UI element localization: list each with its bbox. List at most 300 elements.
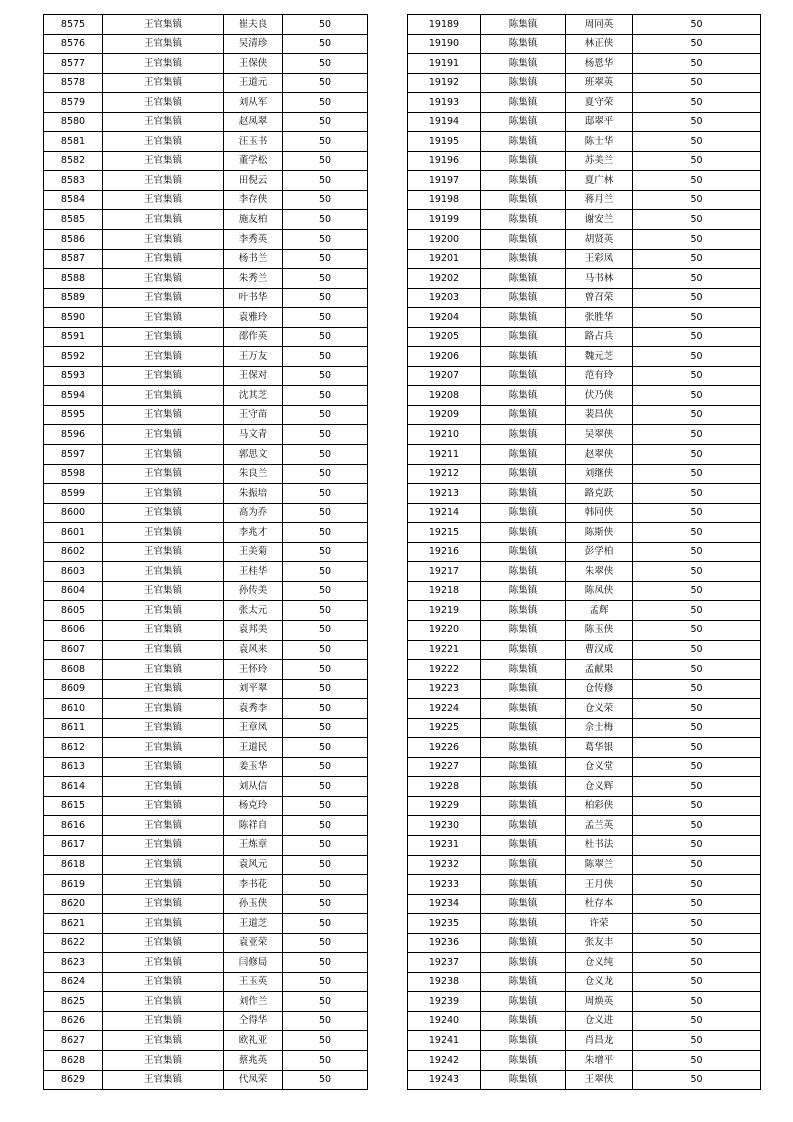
cell-amount: 50 xyxy=(283,210,368,230)
cell-amount: 50 xyxy=(283,542,368,562)
cell-number: 19190 xyxy=(408,34,481,54)
cell-number: 19236 xyxy=(408,933,481,953)
cell-town: 王官集镇 xyxy=(103,210,224,230)
cell-name: 孙传美 xyxy=(224,581,283,601)
left-table-row xyxy=(44,972,368,992)
cell-amount: 50 xyxy=(633,699,761,719)
left-table-row xyxy=(44,503,368,523)
cell-amount: 50 xyxy=(633,562,761,582)
left-table-row xyxy=(44,1031,368,1051)
cell-name: 陈凤侠 xyxy=(566,581,633,601)
cell-town: 陈集镇 xyxy=(481,796,566,816)
cell-amount: 50 xyxy=(633,445,761,465)
cell-name: 伏乃侠 xyxy=(566,386,633,406)
cell-amount: 50 xyxy=(283,73,368,93)
cell-name: 张胜华 xyxy=(566,308,633,328)
cell-amount: 50 xyxy=(633,660,761,680)
cell-number: 8593 xyxy=(44,366,103,386)
cell-amount: 50 xyxy=(633,34,761,54)
cell-name: 张友丰 xyxy=(566,933,633,953)
cell-number: 19204 xyxy=(408,308,481,328)
cell-amount: 50 xyxy=(633,1011,761,1031)
cell-name: 叶书华 xyxy=(224,288,283,308)
cell-town: 陈集镇 xyxy=(481,366,566,386)
cell-name: 田倪云 xyxy=(224,171,283,191)
cell-amount: 50 xyxy=(633,992,761,1012)
cell-number: 19223 xyxy=(408,679,481,699)
cell-number: 8578 xyxy=(44,73,103,93)
left-table-row xyxy=(44,640,368,660)
cell-town: 王官集镇 xyxy=(103,855,224,875)
right-table-row xyxy=(408,366,761,386)
cell-number: 19229 xyxy=(408,796,481,816)
cell-amount: 50 xyxy=(633,620,761,640)
cell-town: 王官集镇 xyxy=(103,151,224,171)
cell-amount: 50 xyxy=(633,366,761,386)
right-table-row xyxy=(408,132,761,152)
left-table-row xyxy=(44,15,368,35)
left-table-row xyxy=(44,992,368,1012)
cell-town: 陈集镇 xyxy=(481,230,566,250)
right-table-row xyxy=(408,679,761,699)
right-table-row xyxy=(408,933,761,953)
cell-amount: 50 xyxy=(283,190,368,210)
cell-name: 马书林 xyxy=(566,269,633,289)
cell-amount: 50 xyxy=(283,699,368,719)
right-table-row xyxy=(408,347,761,367)
cell-town: 陈集镇 xyxy=(481,640,566,660)
cell-number: 19213 xyxy=(408,484,481,504)
cell-town: 王官集镇 xyxy=(103,269,224,289)
left-table-row xyxy=(44,933,368,953)
cell-number: 19227 xyxy=(408,757,481,777)
left-table-row xyxy=(44,796,368,816)
cell-town: 王官集镇 xyxy=(103,757,224,777)
cell-number: 8613 xyxy=(44,757,103,777)
left-table-row xyxy=(44,34,368,54)
cell-town: 王官集镇 xyxy=(103,54,224,74)
cell-amount: 50 xyxy=(633,1050,761,1070)
cell-name: 代凤荣 xyxy=(224,1070,283,1090)
cell-town: 陈集镇 xyxy=(481,1050,566,1070)
cell-town: 陈集镇 xyxy=(481,269,566,289)
right-table-row xyxy=(408,1011,761,1031)
cell-town: 陈集镇 xyxy=(481,425,566,445)
cell-number: 19231 xyxy=(408,835,481,855)
right-table-row xyxy=(408,855,761,875)
cell-number: 19215 xyxy=(408,523,481,543)
cell-amount: 50 xyxy=(283,464,368,484)
right-table-row xyxy=(408,484,761,504)
cell-amount: 50 xyxy=(633,503,761,523)
cell-town: 陈集镇 xyxy=(481,562,566,582)
cell-name: 王月侠 xyxy=(566,875,633,895)
cell-number: 8576 xyxy=(44,34,103,54)
cell-town: 陈集镇 xyxy=(481,464,566,484)
cell-town: 王官集镇 xyxy=(103,894,224,914)
cell-name: 王道元 xyxy=(224,73,283,93)
cell-number: 8587 xyxy=(44,249,103,269)
cell-amount: 50 xyxy=(283,933,368,953)
cell-amount: 50 xyxy=(283,503,368,523)
cell-name: 仓义纯 xyxy=(566,953,633,973)
cell-town: 陈集镇 xyxy=(481,503,566,523)
cell-town: 陈集镇 xyxy=(481,34,566,54)
cell-town: 陈集镇 xyxy=(481,542,566,562)
cell-name: 杜书法 xyxy=(566,835,633,855)
cell-name: 蔡兆英 xyxy=(224,1050,283,1070)
cell-town: 陈集镇 xyxy=(481,484,566,504)
cell-town: 王官集镇 xyxy=(103,972,224,992)
cell-town: 王官集镇 xyxy=(103,249,224,269)
cell-amount: 50 xyxy=(633,93,761,113)
cell-town: 陈集镇 xyxy=(481,288,566,308)
cell-number: 8591 xyxy=(44,327,103,347)
right-table-row xyxy=(408,816,761,836)
cell-name: 蒋月兰 xyxy=(566,190,633,210)
cell-town: 陈集镇 xyxy=(481,1031,566,1051)
right-table-row xyxy=(408,542,761,562)
cell-amount: 50 xyxy=(633,73,761,93)
cell-town: 王官集镇 xyxy=(103,699,224,719)
cell-town: 陈集镇 xyxy=(481,581,566,601)
cell-town: 王官集镇 xyxy=(103,562,224,582)
cell-amount: 50 xyxy=(283,875,368,895)
cell-amount: 50 xyxy=(633,816,761,836)
cell-town: 王官集镇 xyxy=(103,679,224,699)
right-table-row xyxy=(408,1070,761,1090)
cell-amount: 50 xyxy=(633,230,761,250)
cell-name: 王守苗 xyxy=(224,405,283,425)
cell-town: 陈集镇 xyxy=(481,855,566,875)
cell-name: 柏彩侠 xyxy=(566,796,633,816)
cell-number: 8602 xyxy=(44,542,103,562)
cell-number: 19191 xyxy=(408,54,481,74)
cell-number: 8621 xyxy=(44,914,103,934)
cell-name: 王保对 xyxy=(224,366,283,386)
cell-town: 王官集镇 xyxy=(103,601,224,621)
left-table-row xyxy=(44,484,368,504)
cell-name: 王道芝 xyxy=(224,914,283,934)
cell-amount: 50 xyxy=(283,562,368,582)
cell-amount: 50 xyxy=(283,660,368,680)
left-table-row xyxy=(44,54,368,74)
cell-number: 19217 xyxy=(408,562,481,582)
right-table-row xyxy=(408,777,761,797)
cell-name: 杜存本 xyxy=(566,894,633,914)
cell-amount: 50 xyxy=(283,93,368,113)
left-table-body xyxy=(44,15,368,1090)
cell-amount: 50 xyxy=(633,405,761,425)
cell-number: 19238 xyxy=(408,972,481,992)
cell-amount: 50 xyxy=(633,171,761,191)
cell-town: 王官集镇 xyxy=(103,1070,224,1090)
cell-number: 19200 xyxy=(408,230,481,250)
cell-name: 赵凤翠 xyxy=(224,112,283,132)
right-table-row xyxy=(408,875,761,895)
cell-number: 19193 xyxy=(408,93,481,113)
cell-town: 王官集镇 xyxy=(103,1050,224,1070)
left-table-row xyxy=(44,171,368,191)
cell-number: 19192 xyxy=(408,73,481,93)
cell-name: 魏元芝 xyxy=(566,347,633,367)
cell-name: 林正侠 xyxy=(566,34,633,54)
left-table-row xyxy=(44,679,368,699)
right-table-row xyxy=(408,386,761,406)
cell-amount: 50 xyxy=(633,933,761,953)
cell-town: 陈集镇 xyxy=(481,190,566,210)
cell-name: 仓传修 xyxy=(566,679,633,699)
cell-town: 王官集镇 xyxy=(103,347,224,367)
cell-name: 袁风元 xyxy=(224,855,283,875)
cell-town: 陈集镇 xyxy=(481,835,566,855)
left-table-row xyxy=(44,73,368,93)
cell-amount: 50 xyxy=(283,425,368,445)
cell-name: 夏广林 xyxy=(566,171,633,191)
cell-number: 19202 xyxy=(408,269,481,289)
cell-number: 19237 xyxy=(408,953,481,973)
cell-name: 刘继侠 xyxy=(566,464,633,484)
cell-name: 裴昌侠 xyxy=(566,405,633,425)
left-table-row xyxy=(44,464,368,484)
cell-amount: 50 xyxy=(633,308,761,328)
cell-name: 董学松 xyxy=(224,151,283,171)
cell-number: 19235 xyxy=(408,914,481,934)
cell-town: 陈集镇 xyxy=(481,210,566,230)
cell-amount: 50 xyxy=(283,1031,368,1051)
left-table-row xyxy=(44,93,368,113)
cell-town: 王官集镇 xyxy=(103,816,224,836)
right-table-row xyxy=(408,718,761,738)
cell-number: 8617 xyxy=(44,835,103,855)
right-table-row xyxy=(408,73,761,93)
right-table-row xyxy=(408,992,761,1012)
cell-name: 朱增平 xyxy=(566,1050,633,1070)
cell-town: 王官集镇 xyxy=(103,933,224,953)
cell-name: 邵作英 xyxy=(224,327,283,347)
right-table-row xyxy=(408,464,761,484)
cell-name: 邸翠平 xyxy=(566,112,633,132)
cell-number: 8592 xyxy=(44,347,103,367)
cell-name: 袁亚荣 xyxy=(224,933,283,953)
cell-amount: 50 xyxy=(633,581,761,601)
left-table-row xyxy=(44,660,368,680)
cell-name: 闫修局 xyxy=(224,953,283,973)
cell-amount: 50 xyxy=(283,249,368,269)
cell-name: 刘作兰 xyxy=(224,992,283,1012)
cell-town: 王官集镇 xyxy=(103,796,224,816)
cell-amount: 50 xyxy=(283,1070,368,1090)
right-table-row xyxy=(408,112,761,132)
right-table-row xyxy=(408,503,761,523)
cell-number: 19242 xyxy=(408,1050,481,1070)
cell-amount: 50 xyxy=(633,601,761,621)
right-table-row xyxy=(408,1050,761,1070)
cell-number: 8610 xyxy=(44,699,103,719)
cell-amount: 50 xyxy=(283,1011,368,1031)
cell-amount: 50 xyxy=(633,972,761,992)
cell-town: 陈集镇 xyxy=(481,523,566,543)
cell-name: 王桂华 xyxy=(224,562,283,582)
cell-name: 李秀英 xyxy=(224,230,283,250)
cell-name: 夏守荣 xyxy=(566,93,633,113)
cell-name: 姜玉华 xyxy=(224,757,283,777)
cell-amount: 50 xyxy=(633,757,761,777)
left-table-row xyxy=(44,1011,368,1031)
right-table-row xyxy=(408,445,761,465)
cell-name: 李存侠 xyxy=(224,190,283,210)
cell-name: 赵翠侠 xyxy=(566,445,633,465)
cell-number: 19228 xyxy=(408,777,481,797)
cell-town: 陈集镇 xyxy=(481,601,566,621)
cell-amount: 50 xyxy=(633,327,761,347)
cell-name: 马文青 xyxy=(224,425,283,445)
cell-town: 陈集镇 xyxy=(481,347,566,367)
cell-town: 王官集镇 xyxy=(103,445,224,465)
cell-town: 王官集镇 xyxy=(103,953,224,973)
cell-number: 19214 xyxy=(408,503,481,523)
right-table-row xyxy=(408,269,761,289)
cell-number: 8612 xyxy=(44,738,103,758)
cell-number: 8605 xyxy=(44,601,103,621)
cell-amount: 50 xyxy=(633,796,761,816)
cell-name: 范有玲 xyxy=(566,366,633,386)
cell-amount: 50 xyxy=(283,445,368,465)
cell-number: 19209 xyxy=(408,405,481,425)
cell-number: 8598 xyxy=(44,464,103,484)
cell-name: 汪玉书 xyxy=(224,132,283,152)
cell-town: 陈集镇 xyxy=(481,327,566,347)
cell-number: 19205 xyxy=(408,327,481,347)
cell-amount: 50 xyxy=(283,601,368,621)
cell-number: 19189 xyxy=(408,15,481,35)
cell-town: 陈集镇 xyxy=(481,93,566,113)
cell-name: 周焕英 xyxy=(566,992,633,1012)
cell-name: 朱振培 xyxy=(224,484,283,504)
cell-name: 葛华银 xyxy=(566,738,633,758)
cell-amount: 50 xyxy=(633,190,761,210)
cell-name: 仓义辉 xyxy=(566,777,633,797)
cell-town: 王官集镇 xyxy=(103,738,224,758)
cell-amount: 50 xyxy=(283,523,368,543)
cell-name: 袁秀李 xyxy=(224,699,283,719)
left-table-row xyxy=(44,386,368,406)
cell-town: 陈集镇 xyxy=(481,894,566,914)
cell-amount: 50 xyxy=(283,816,368,836)
cell-number: 8588 xyxy=(44,269,103,289)
right-table-row xyxy=(408,171,761,191)
cell-amount: 50 xyxy=(633,347,761,367)
right-table-row xyxy=(408,972,761,992)
cell-number: 8619 xyxy=(44,875,103,895)
cell-amount: 50 xyxy=(283,757,368,777)
left-table-row xyxy=(44,366,368,386)
cell-number: 8618 xyxy=(44,855,103,875)
left-table-row xyxy=(44,405,368,425)
right-table-row xyxy=(408,405,761,425)
left-table-row xyxy=(44,190,368,210)
left-table-row xyxy=(44,1070,368,1090)
cell-amount: 50 xyxy=(283,308,368,328)
cell-name: 王万友 xyxy=(224,347,283,367)
left-table-row xyxy=(44,112,368,132)
cell-name: 仝得华 xyxy=(224,1011,283,1031)
cell-amount: 50 xyxy=(283,718,368,738)
cell-town: 王官集镇 xyxy=(103,640,224,660)
cell-town: 王官集镇 xyxy=(103,366,224,386)
cell-town: 王官集镇 xyxy=(103,464,224,484)
cell-number: 8627 xyxy=(44,1031,103,1051)
cell-town: 王官集镇 xyxy=(103,620,224,640)
left-table-row xyxy=(44,562,368,582)
cell-amount: 50 xyxy=(633,1031,761,1051)
cell-town: 王官集镇 xyxy=(103,1011,224,1031)
right-table-row xyxy=(408,738,761,758)
cell-number: 8581 xyxy=(44,132,103,152)
cell-name: 王翠侠 xyxy=(566,1070,633,1090)
cell-town: 王官集镇 xyxy=(103,542,224,562)
cell-number: 8589 xyxy=(44,288,103,308)
cell-amount: 50 xyxy=(283,366,368,386)
cell-amount: 50 xyxy=(633,738,761,758)
right-table-row xyxy=(408,914,761,934)
cell-name: 沈其芝 xyxy=(224,386,283,406)
cell-town: 王官集镇 xyxy=(103,327,224,347)
cell-town: 王官集镇 xyxy=(103,1031,224,1051)
cell-number: 8629 xyxy=(44,1070,103,1090)
cell-town: 王官集镇 xyxy=(103,425,224,445)
left-table xyxy=(43,14,368,1090)
cell-amount: 50 xyxy=(633,777,761,797)
cell-amount: 50 xyxy=(633,523,761,543)
cell-number: 19216 xyxy=(408,542,481,562)
cell-number: 8628 xyxy=(44,1050,103,1070)
left-table-row xyxy=(44,855,368,875)
cell-number: 8590 xyxy=(44,308,103,328)
left-table-row xyxy=(44,894,368,914)
left-table-row xyxy=(44,151,368,171)
cell-town: 陈集镇 xyxy=(481,718,566,738)
cell-name: 李兆才 xyxy=(224,523,283,543)
left-table-row xyxy=(44,132,368,152)
cell-town: 王官集镇 xyxy=(103,73,224,93)
right-table-row xyxy=(408,327,761,347)
cell-town: 陈集镇 xyxy=(481,620,566,640)
left-table-row xyxy=(44,347,368,367)
cell-amount: 50 xyxy=(633,15,761,35)
cell-amount: 50 xyxy=(283,405,368,425)
cell-name: 朱良兰 xyxy=(224,464,283,484)
cell-name: 陈玉侠 xyxy=(566,620,633,640)
left-table-row xyxy=(44,542,368,562)
cell-amount: 50 xyxy=(283,230,368,250)
cell-town: 陈集镇 xyxy=(481,386,566,406)
cell-town: 陈集镇 xyxy=(481,875,566,895)
cell-town: 王官集镇 xyxy=(103,190,224,210)
cell-name: 李书花 xyxy=(224,875,283,895)
cell-number: 19234 xyxy=(408,894,481,914)
cell-name: 吴翠侠 xyxy=(566,425,633,445)
cell-number: 8625 xyxy=(44,992,103,1012)
cell-amount: 50 xyxy=(283,327,368,347)
cell-town: 王官集镇 xyxy=(103,171,224,191)
cell-name: 陈祥自 xyxy=(224,816,283,836)
cell-town: 王官集镇 xyxy=(103,15,224,35)
cell-name: 韩同侠 xyxy=(566,503,633,523)
cell-name: 王怀玲 xyxy=(224,660,283,680)
left-table-row xyxy=(44,601,368,621)
cell-name: 朱翠侠 xyxy=(566,562,633,582)
